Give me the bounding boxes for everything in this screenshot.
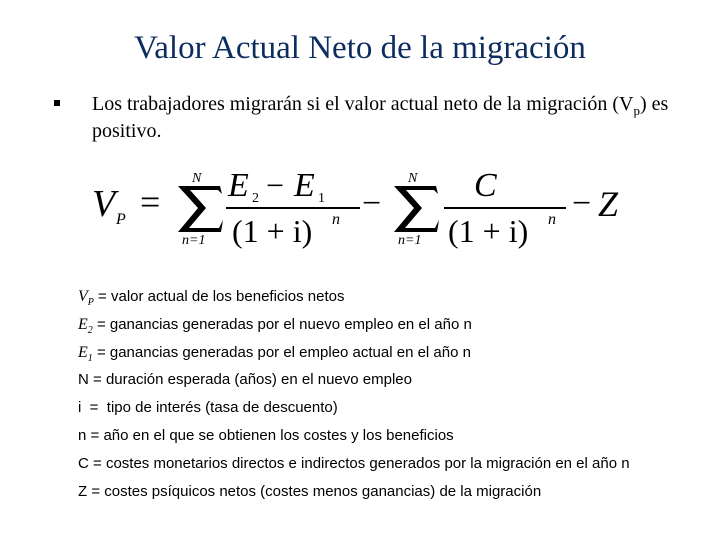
frac1-num-e1: E bbox=[294, 167, 315, 204]
frac1-num-e2: E bbox=[228, 167, 249, 204]
def-symbol: i bbox=[78, 399, 82, 417]
def-symbol: $E_1$ bbox=[78, 343, 93, 364]
def-text: = año en el que se obtienen los costes y los beneficios bbox=[86, 426, 454, 444]
def-symbol: C bbox=[78, 454, 89, 472]
frac1-num-sub2: 2 bbox=[252, 191, 259, 206]
formula-z: Z bbox=[598, 184, 619, 224]
definition-row-n-upper bbox=[78, 366, 630, 394]
bullet-text-sub: p bbox=[633, 103, 640, 118]
definition-row-e1 bbox=[78, 339, 630, 367]
frac1-num-sub1: 1 bbox=[318, 191, 325, 206]
bullet-text-before: Los trabajadores migrarán si el valor actual neto de la migración (V bbox=[92, 93, 634, 115]
def-text: = tipo de interés (tasa de descuento) bbox=[81, 399, 338, 417]
def-text: = costes psíquicos netos (costes menos ganancias) de la migración bbox=[87, 482, 542, 500]
bullet-text bbox=[92, 92, 692, 144]
formula-minus2: − bbox=[572, 185, 592, 222]
frac2-num: C bbox=[474, 167, 497, 204]
sum1-lower: n=1 bbox=[182, 233, 206, 248]
bullet-marker bbox=[54, 100, 60, 106]
sum1-upper: N bbox=[192, 171, 202, 186]
def-text: = costes monetarios directos e indirectos generados por la migración en el año n bbox=[88, 454, 630, 472]
frac1-den: (1 + i) bbox=[232, 213, 313, 249]
bullet-text-after: ) es positivo. bbox=[92, 93, 669, 143]
definition-row-c bbox=[78, 450, 630, 478]
formula-lhs: V bbox=[92, 183, 116, 225]
slide-title: Valor Actual Neto de la migración bbox=[134, 30, 586, 66]
sum2-sigma bbox=[394, 186, 439, 232]
frac1-num-minus: − bbox=[266, 167, 285, 203]
npv-formula bbox=[86, 168, 646, 252]
def-symbol: N bbox=[78, 371, 89, 389]
def-text: = valor actual de los beneficios netos bbox=[93, 288, 345, 305]
def-symbol: Z bbox=[78, 482, 88, 500]
definition-row-z bbox=[78, 478, 630, 506]
frac1-den-exp: n bbox=[332, 211, 340, 228]
def-symbol: $V_P$ bbox=[78, 288, 94, 309]
formula-minus1: − bbox=[362, 185, 382, 222]
def-text: = duración esperada (años) en el nuevo empleo bbox=[88, 371, 412, 389]
frac2-den: (1 + i) bbox=[448, 213, 529, 249]
definition-row-vp bbox=[78, 283, 630, 311]
definition-row-i bbox=[78, 394, 630, 422]
sum2-upper: N bbox=[408, 171, 418, 186]
sum1-sigma bbox=[178, 186, 223, 232]
sum2-lower: n=1 bbox=[398, 233, 422, 248]
definitions-list bbox=[78, 283, 630, 505]
def-symbol: $E_2$ bbox=[78, 315, 93, 336]
definition-row-n-lower bbox=[78, 422, 630, 450]
definition-row-e2 bbox=[78, 311, 630, 339]
def-text: = ganancias generadas por el nuevo empleo en el año n bbox=[92, 315, 472, 333]
def-symbol: n bbox=[78, 426, 87, 444]
frac2-den-exp: n bbox=[548, 211, 556, 228]
formula-lhs-sub: P bbox=[116, 211, 126, 228]
formula-equals: = bbox=[140, 182, 161, 222]
def-text: = ganancias generadas por el empleo actual en el año n bbox=[92, 343, 471, 361]
